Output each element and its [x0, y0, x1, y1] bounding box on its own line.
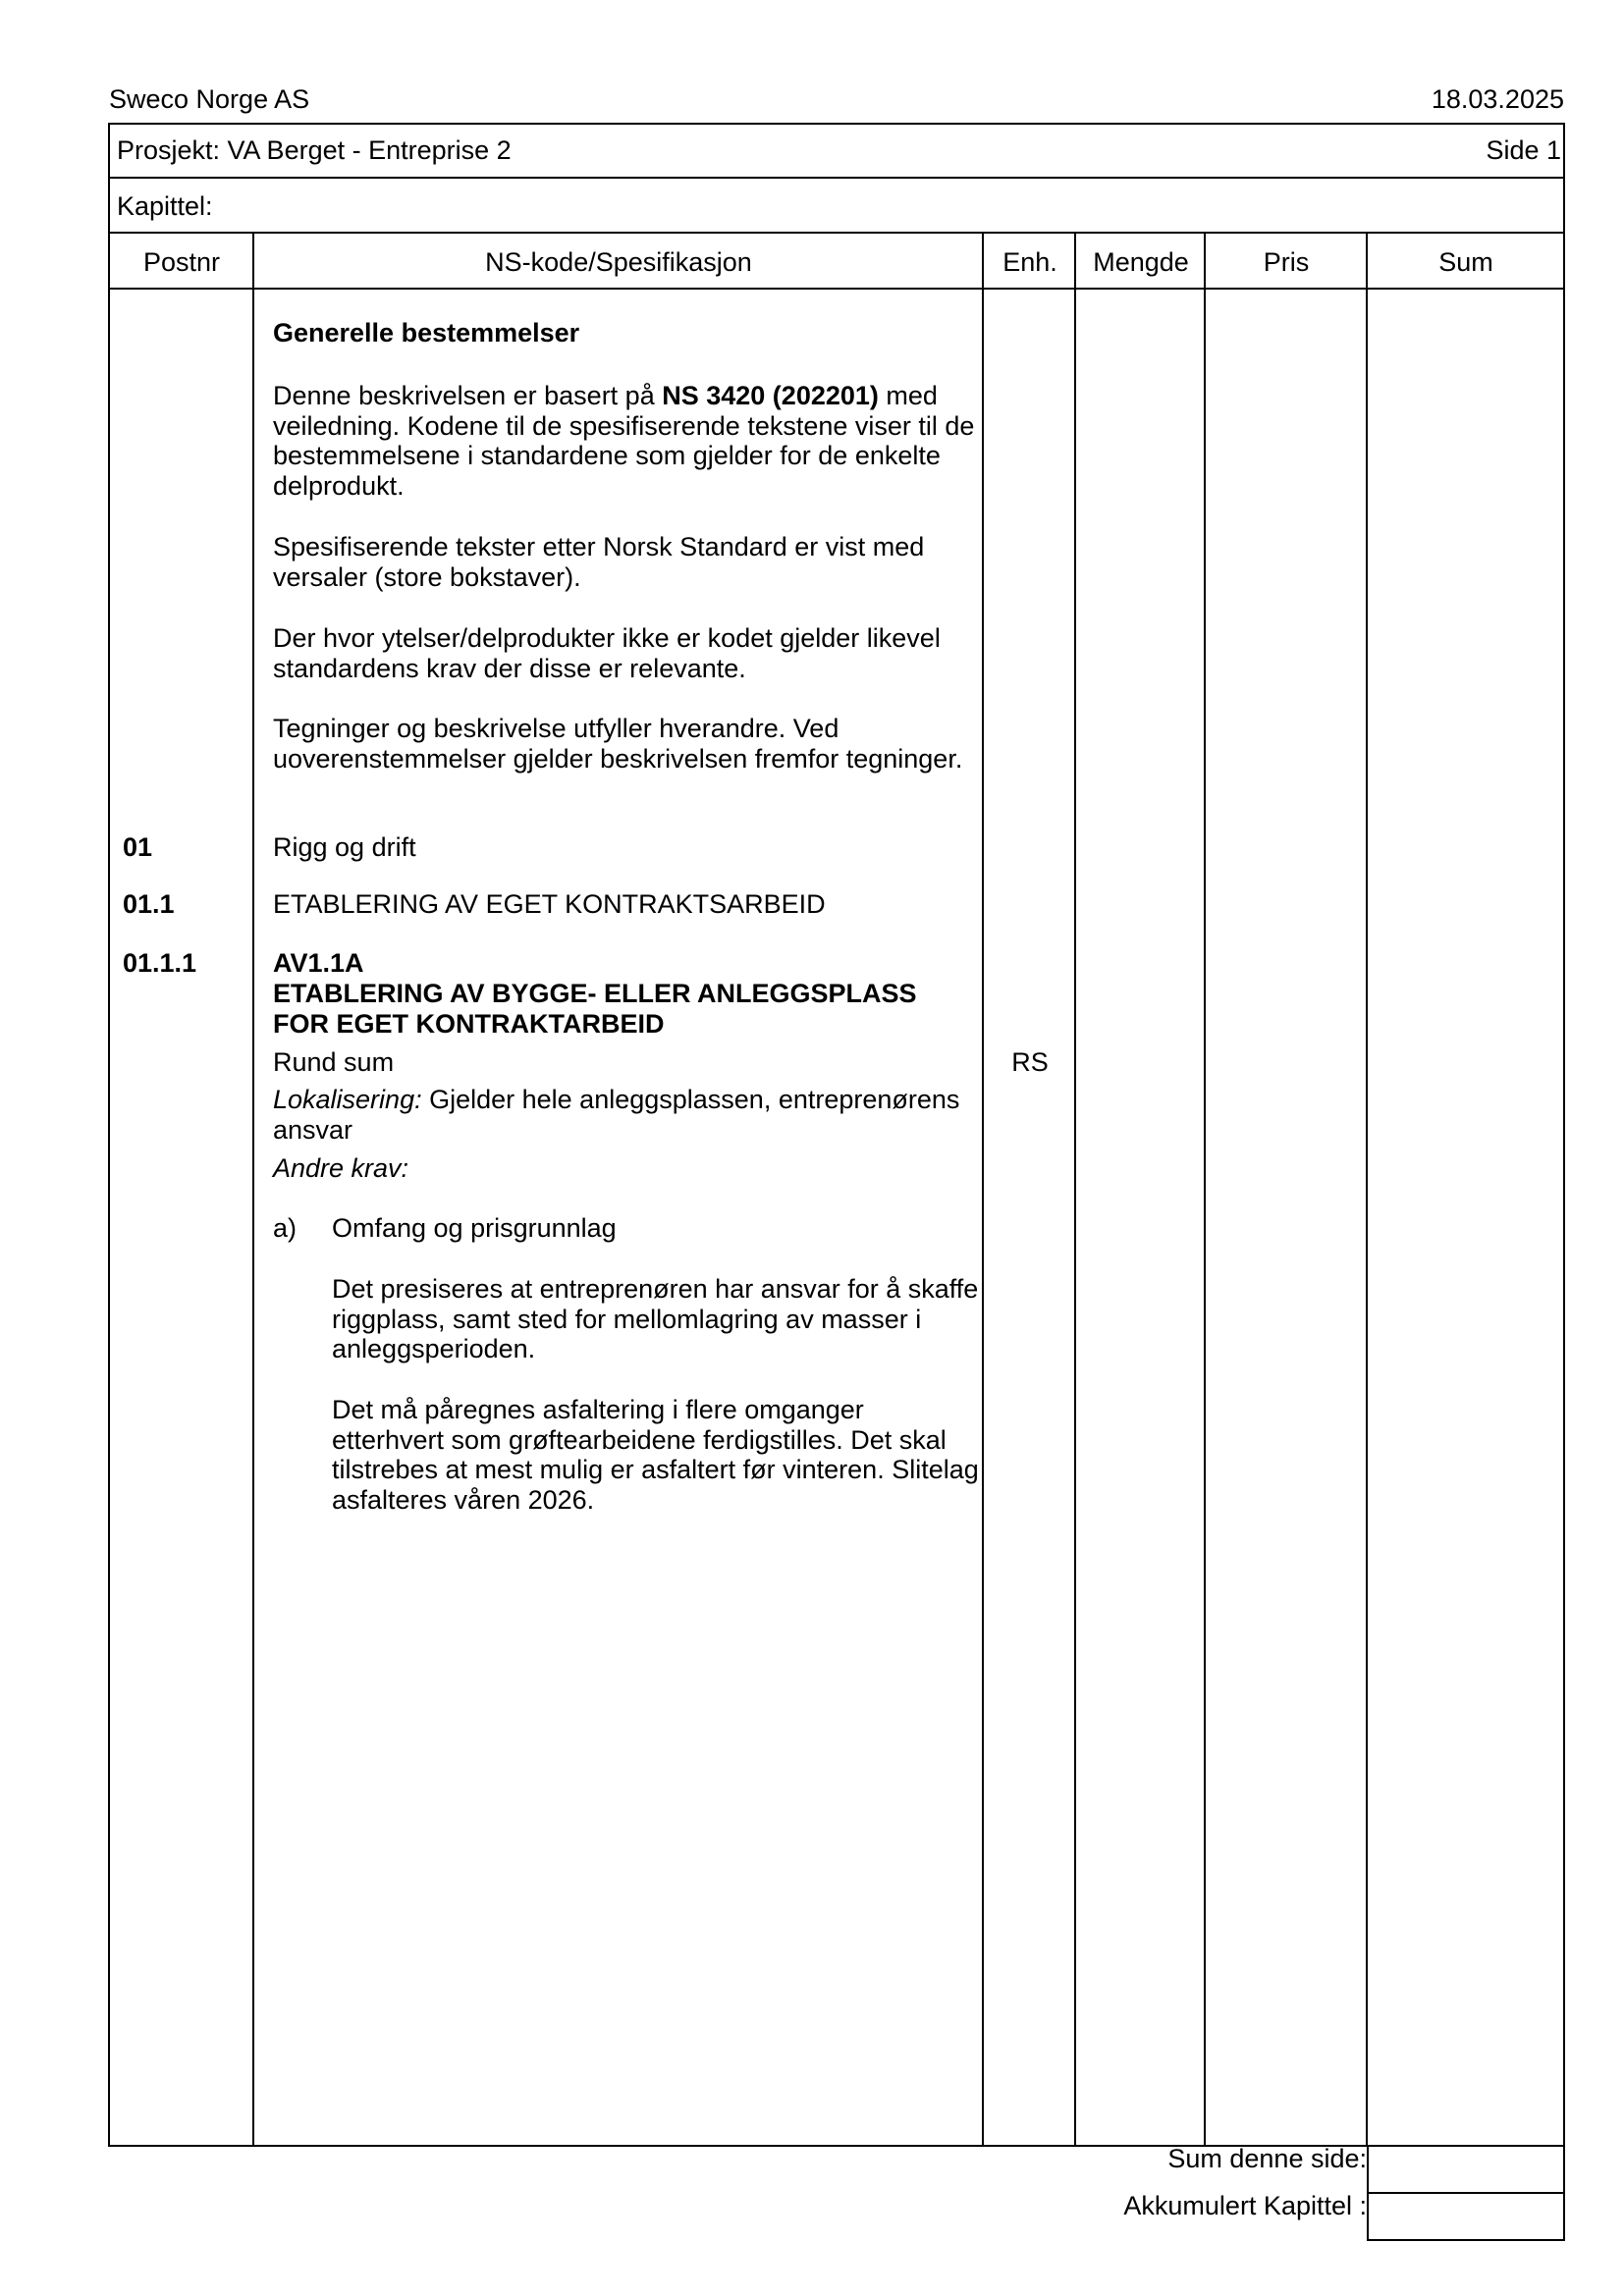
accumulated-chapter-field	[1367, 2192, 1565, 2241]
column-header-spec: NS-kode/Spesifikasjon	[485, 247, 752, 277]
general-paragraph: Tegninger og beskrivelse utfyller hverandre. Ved uoverenstemmelser gjelder beskrivelsen fremfor tegninger.	[273, 714, 963, 774]
quantity-description: Rund sum	[273, 1047, 395, 1077]
chapter-row	[108, 177, 1565, 234]
divider	[1074, 232, 1076, 2147]
location-text: Lokalisering: Gjelder hele anleggsplassen, entreprenørens ansvar	[273, 1085, 960, 1145]
chapter-label: Kapittel:	[117, 191, 213, 221]
postnr-cell: 01	[123, 832, 153, 862]
document-date: 18.03.2025	[1431, 84, 1564, 114]
project-label: Prosjekt: VA Berget - Entreprise 2	[117, 135, 512, 165]
item-title: ETABLERING AV BYGGE- ELLER ANLEGGSPLASS	[273, 979, 917, 1008]
general-heading: Generelle bestemmelser	[273, 318, 580, 347]
sum-page-label: Sum denne side:	[1167, 2144, 1367, 2173]
divider	[252, 232, 254, 2147]
divider	[1204, 232, 1206, 2147]
sub-paragraph: Det må påregnes asfaltering i flere omganger etterhvert som grøftearbeidene ferdigstilles. Det skal tilstrebes at mest mulig er asfaltert før vinteren. Slitelag asfalteres våren 2026.	[332, 1395, 979, 1515]
other-requirements-label: Andre krav:	[273, 1153, 409, 1183]
company-name: Sweco Norge AS	[109, 84, 310, 114]
unit-cell: RS	[1011, 1047, 1049, 1077]
column-header-price: Pris	[1263, 247, 1310, 277]
column-header-unit: Enh.	[1002, 247, 1057, 277]
spec-cell: Rigg og drift	[273, 832, 416, 862]
sub-title: Omfang og prisgrunnlag	[332, 1213, 617, 1243]
sub-marker: a)	[273, 1213, 298, 1243]
postnr-cell: 01.1	[123, 889, 175, 919]
divider	[982, 232, 984, 2147]
divider	[1366, 232, 1368, 2147]
sub-paragraph: Det presiseres at entreprenøren har ansvar for å skaffe riggplass, samt sted for mellomlagring av masser i anleggsperioden.	[332, 1274, 979, 1363]
column-header-quantity: Mengde	[1093, 247, 1189, 277]
spec-cell: ETABLERING AV EGET KONTRAKTSARBEID	[273, 889, 826, 919]
sum-page-field	[1367, 2145, 1565, 2194]
postnr-cell: 01.1.1	[123, 948, 197, 978]
general-paragraph: Denne beskrivelsen er basert på NS 3420 (202201) med veiledning. Kodene til de spesifiserende tekstene viser til de bestemmelsene i standardene som gjelder for de enkelte delprodukt.	[273, 381, 975, 501]
general-paragraph: Der hvor ytelser/delprodukter ikke er kodet gjelder likevel standardens krav der disse er relevante.	[273, 623, 941, 683]
general-paragraph: Spesifiserende tekster etter Norsk Standard er vist med versaler (store bokstaver).	[273, 532, 925, 592]
ns-code: AV1.1A	[273, 948, 364, 978]
accumulated-chapter-label: Akkumulert Kapittel :	[1123, 2191, 1367, 2220]
column-header-postnr: Postnr	[142, 247, 221, 277]
item-title: FOR EGET KONTRAKTARBEID	[273, 1009, 665, 1039]
page-number: Side 1	[1486, 135, 1561, 165]
column-header-sum: Sum	[1438, 247, 1493, 277]
